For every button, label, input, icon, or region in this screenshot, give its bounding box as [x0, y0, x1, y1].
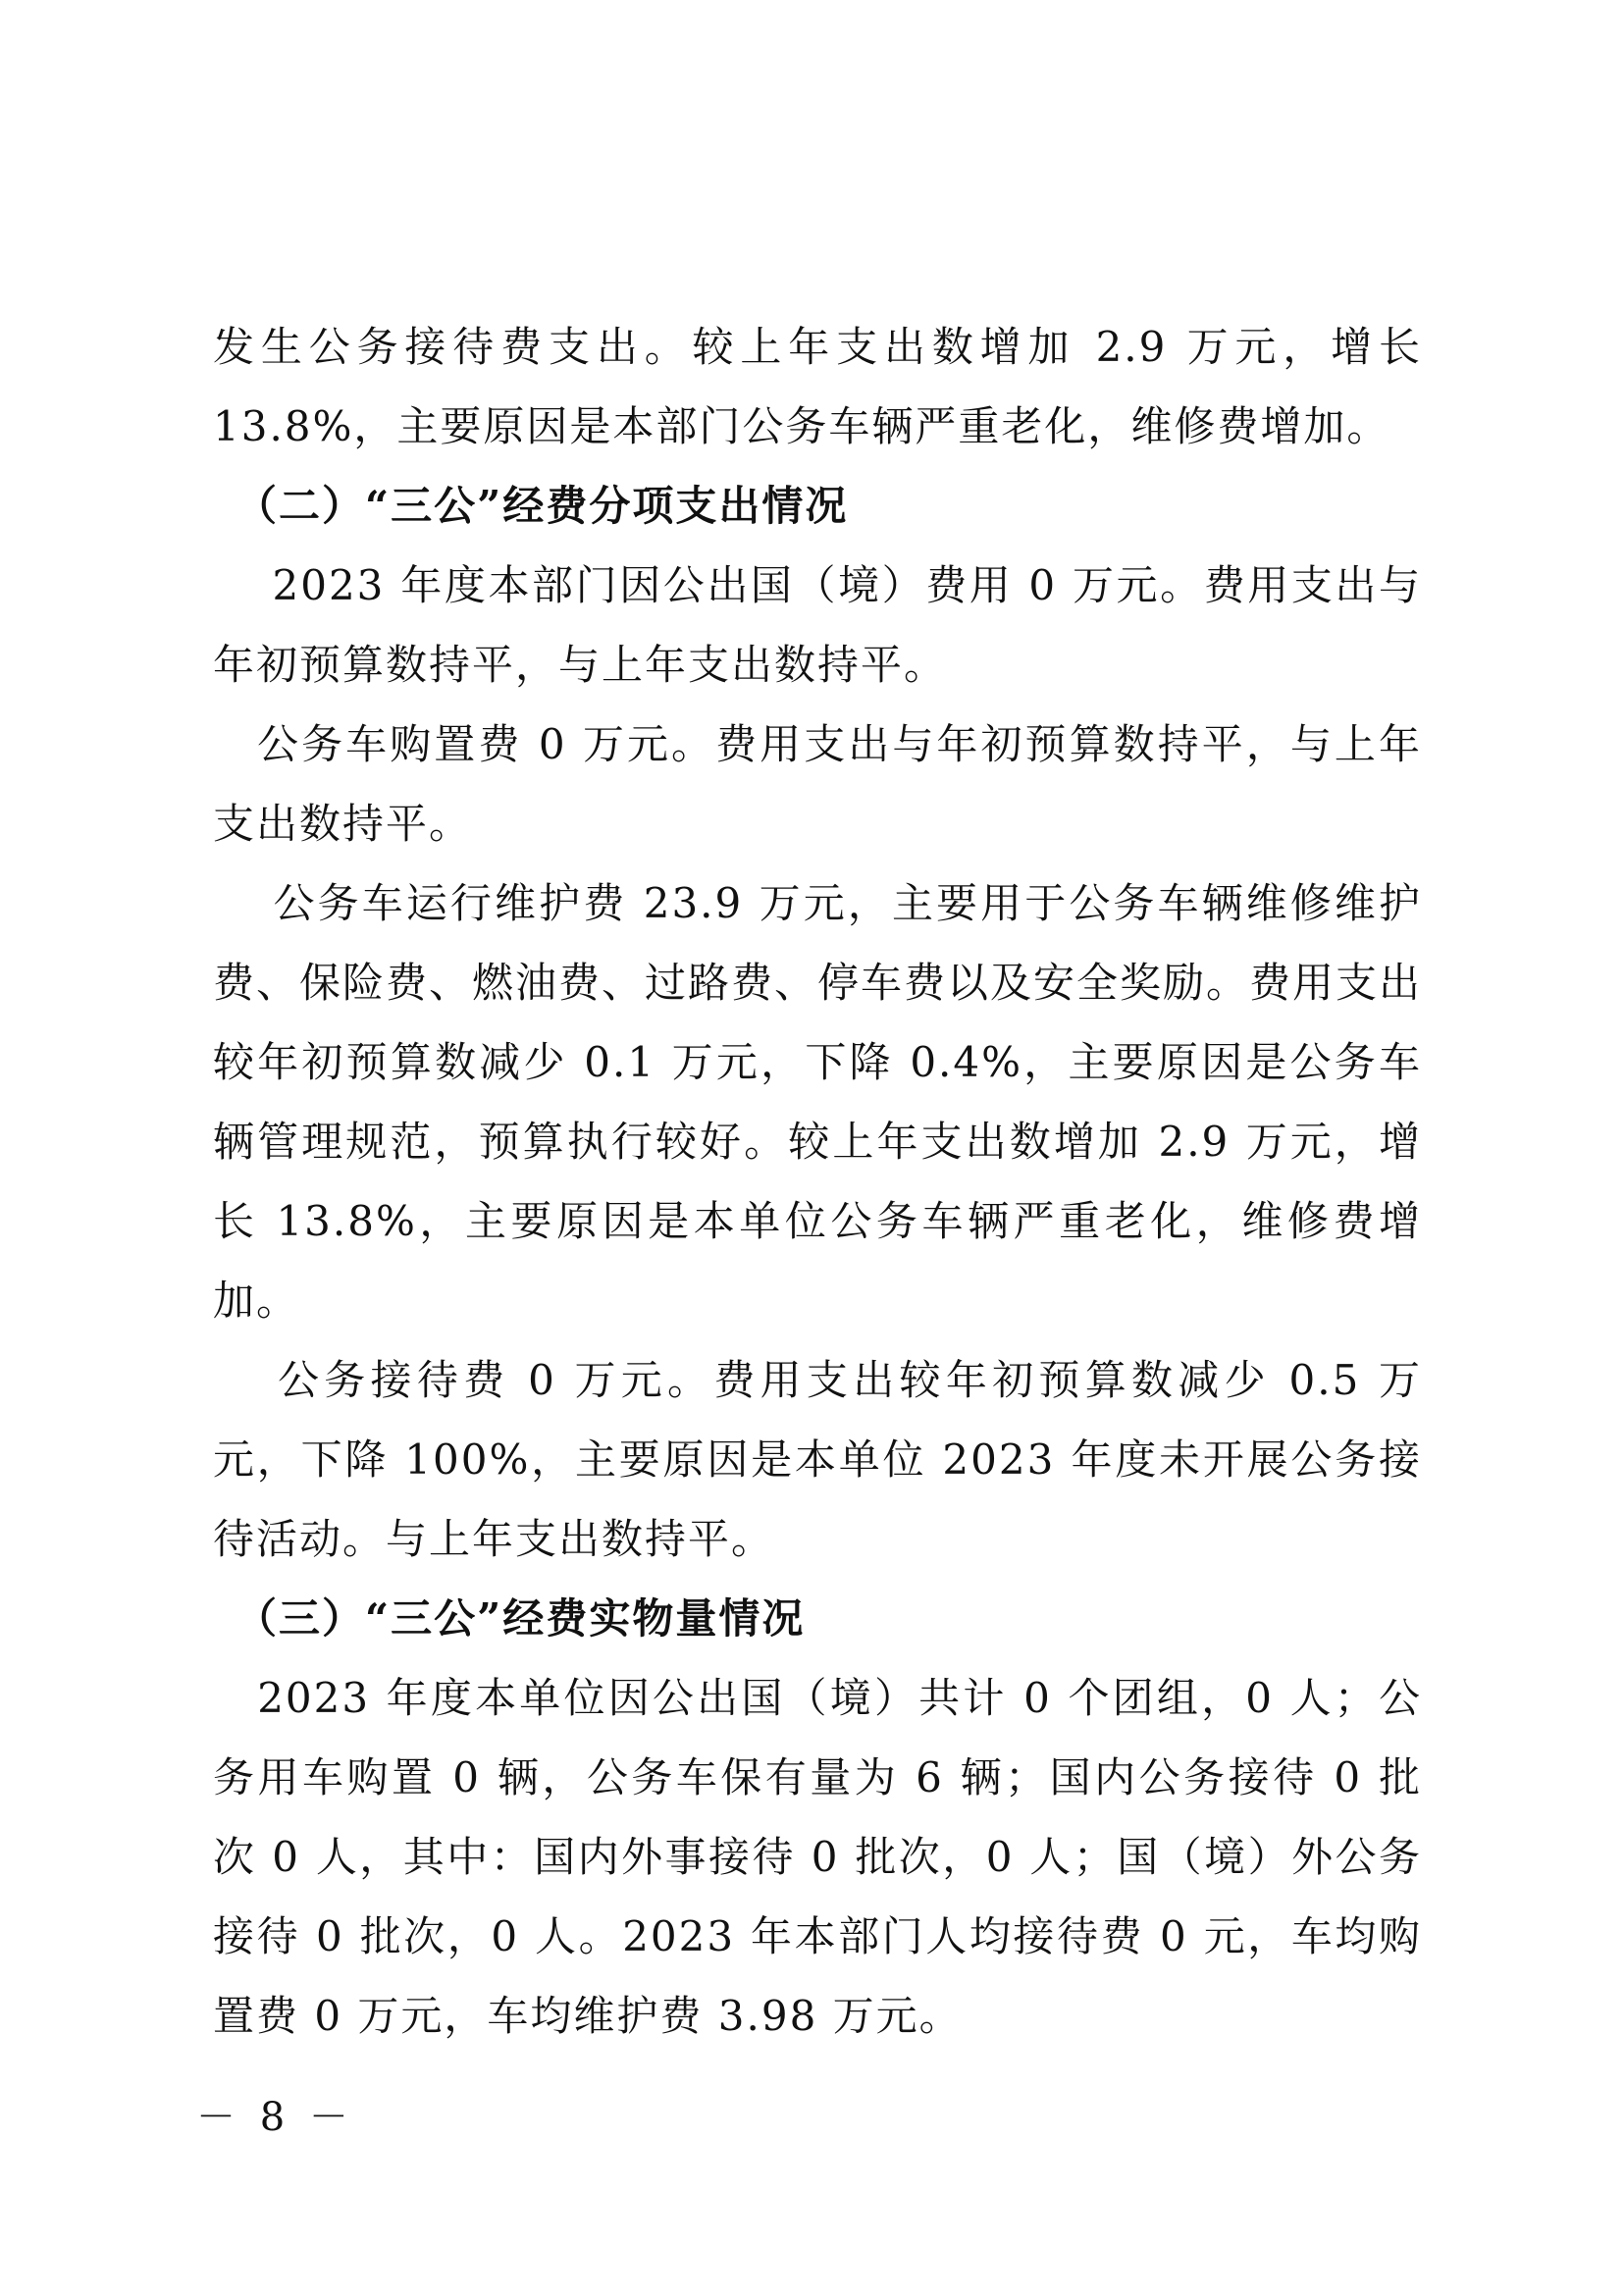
paragraph-physical-quantities: 2023 年度本单位因公出国（境）共计 0 个团组，0 人；公务用车购置 0 辆，公务车保有量为 6 辆；国内公务接待 0 批次 0 人，其中：国内外事接待 0 批次，0 人；国（境）外公务接待 0 批次，0 人。2023 年本部门人均接待费 0 元，车均购置费 0 万元，车均维护费 3.98 万元。 — [213, 1674, 1422, 2040]
page-number: － 8 － — [196, 2095, 354, 2140]
section-heading-itemized-expenses: （二）“三公”经费分项支出情况 — [213, 482, 849, 530]
section-heading-physical-quantities: （三）“三公”经费实物量情况 — [213, 1594, 806, 1643]
paragraph-reception-summary: 发生公务接待费支出。较上年支出数增加 2.9 万元，增长 13.8%，主要原因是本部门公务车辆严重老化，维修费增加。 — [213, 323, 1438, 450]
paragraph-vehicle-purchase: 公务车购置费 0 万元。费用支出与年初预算数持平，与上年支出数持平。 — [213, 720, 1422, 848]
document-body — [213, 307, 1438, 2056]
paragraph-vehicle-maintenance: 公务车运行维护费 23.9 万元，主要用于公务车辆维修维护费、保险费、燃油费、过路费、停车费以及安全奖励。费用支出较年初预算数减少 0.1 万元，下降 0.4%，主要原因是公务车辆管理规范，预算执行较好。较上年支出数增加 2.9 万元，增长 13.8%，主要原因是本单位公务车辆严重老化，维修费增加。 — [213, 879, 1423, 1325]
paragraph-overseas-travel: 2023 年度本部门因公出国（境）费用 0 万元。费用支出与年初预算数持平，与上年支出数持平。 — [213, 561, 1422, 689]
paragraph-official-reception: 公务接待费 0 万元。费用支出较年初预算数减少 0.5 万元，下降 100%，主要原因是本单位 2023 年度未开展公务接待活动。与上年支出数持平。 — [213, 1356, 1422, 1563]
